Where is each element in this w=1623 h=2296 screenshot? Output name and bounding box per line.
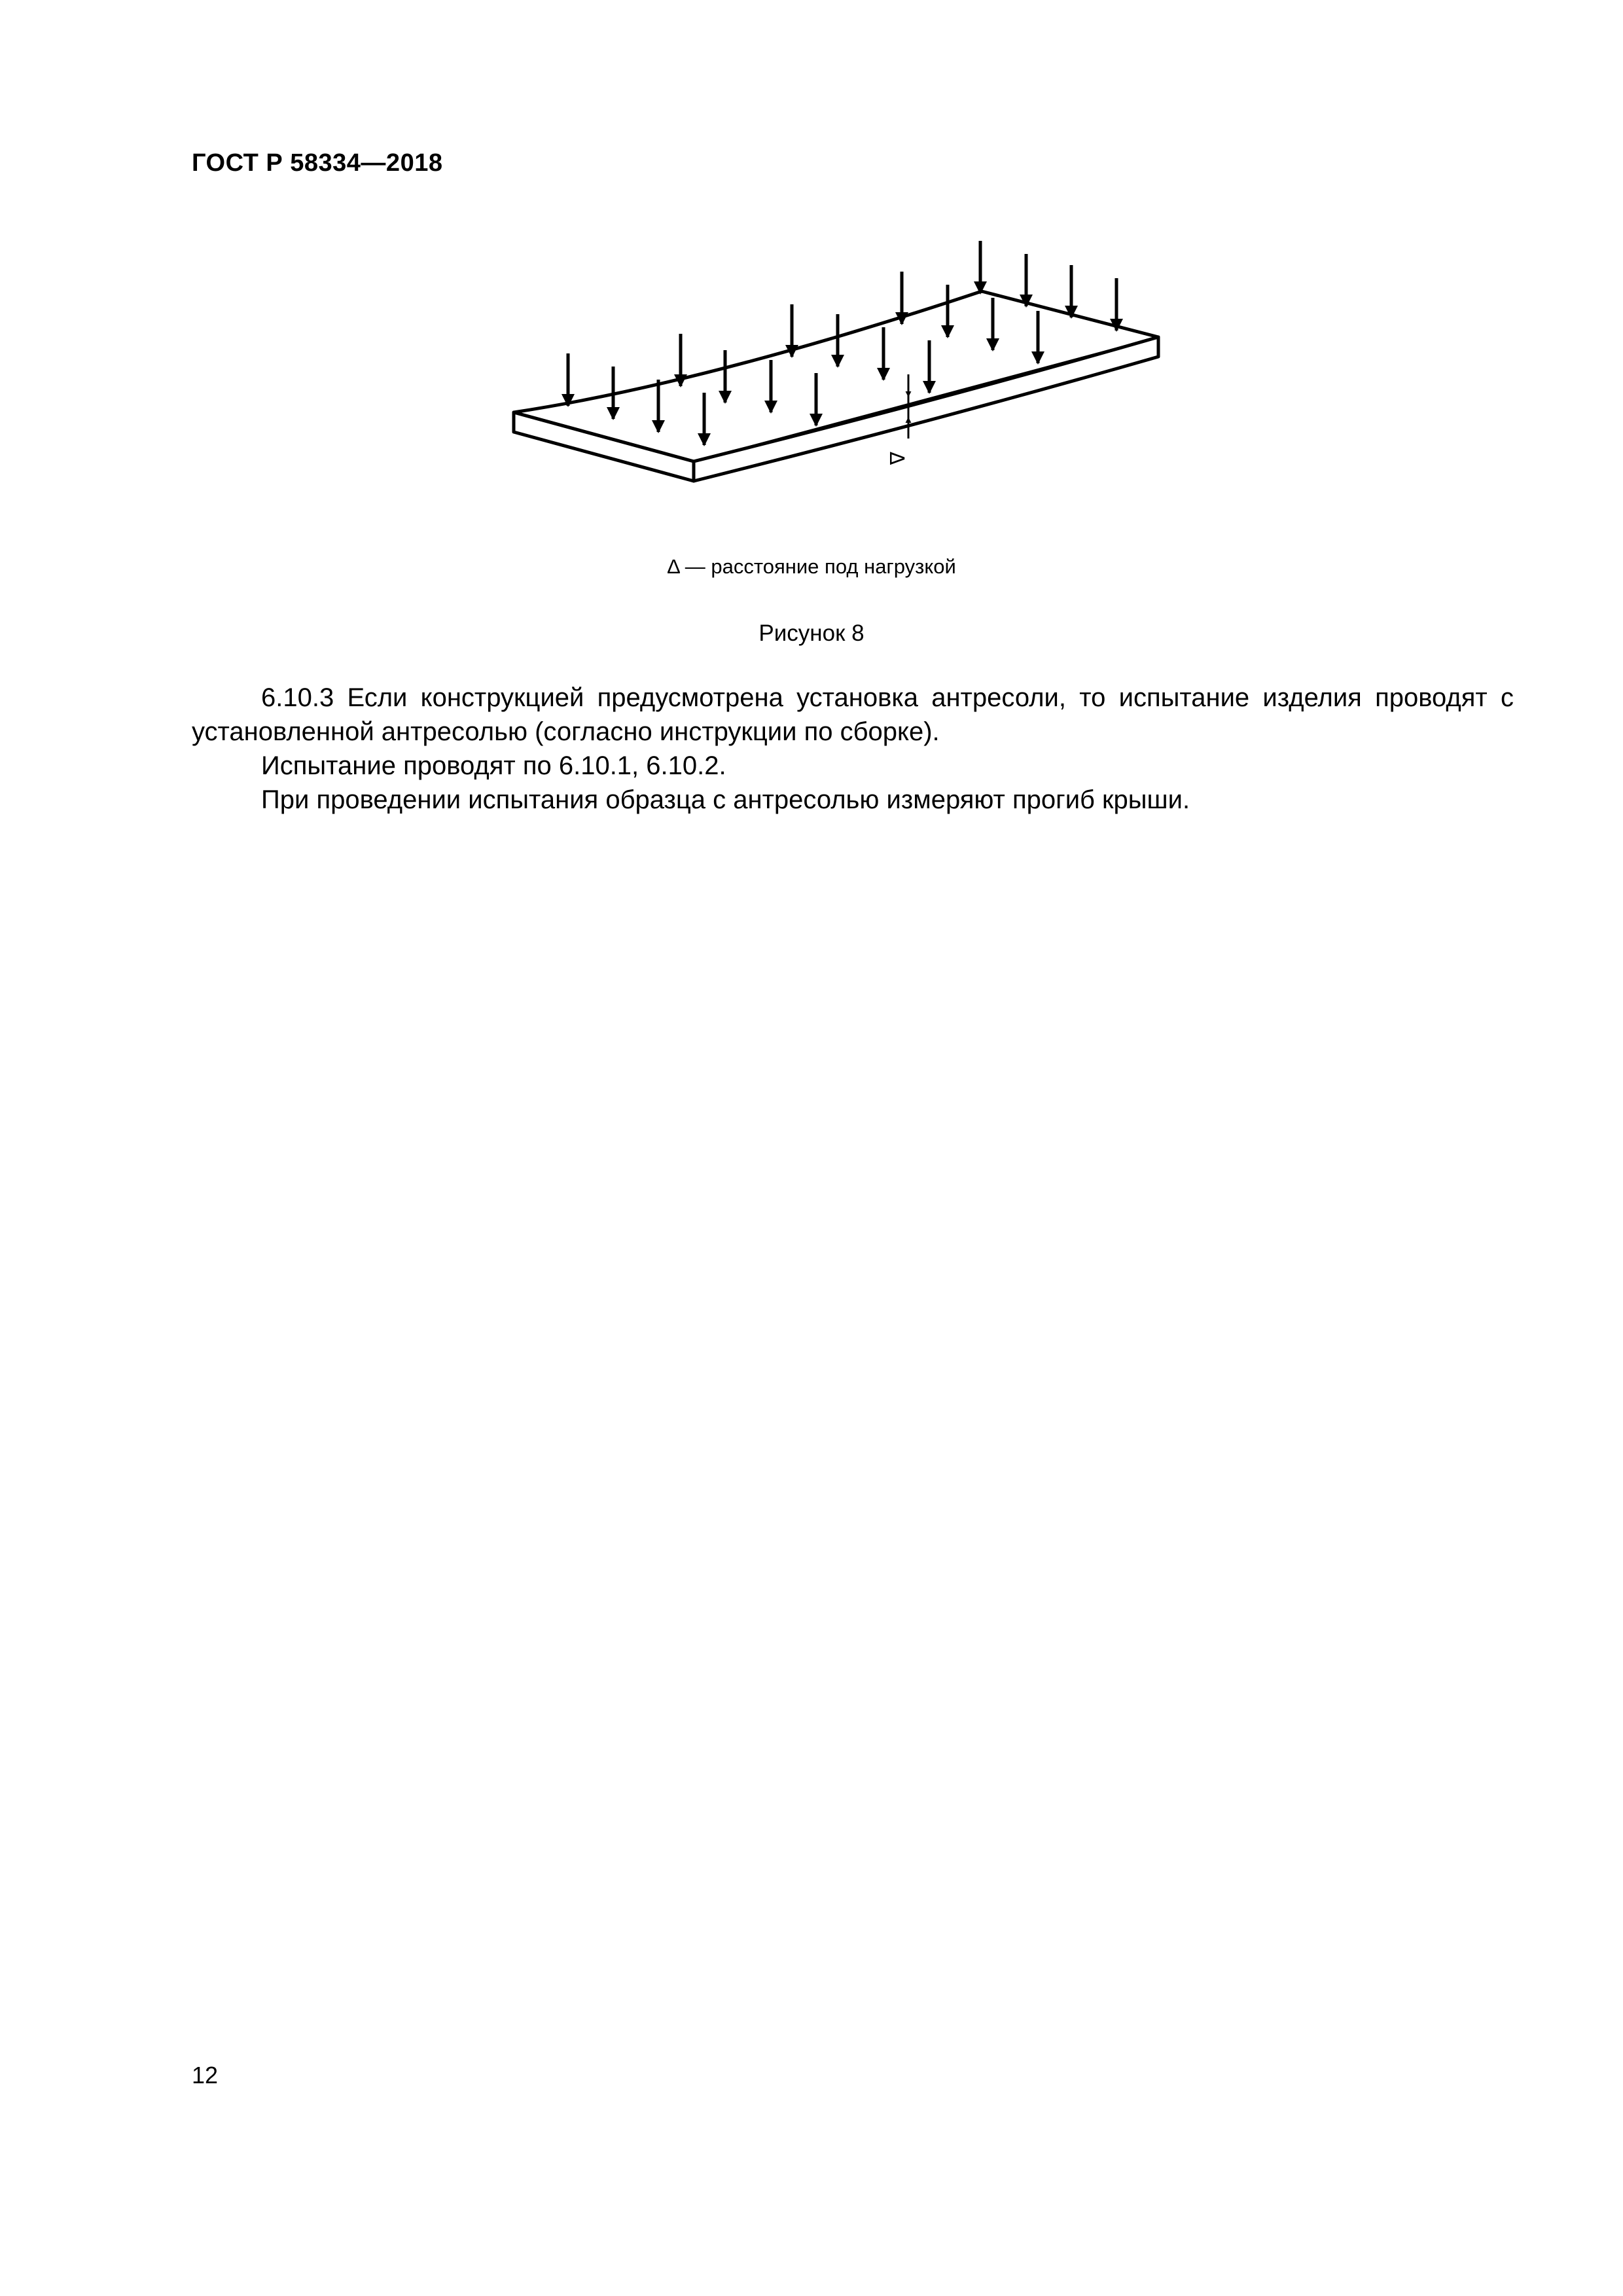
body-text (192, 681, 1514, 817)
paragraph: 6.10.3 Если конструкцией предусмотрена установка антресоли, то испытание изделия проводят с установленной антресолью (согласно инструкции по сборке). (192, 683, 1514, 746)
delta-label: Δ (885, 452, 908, 465)
paragraph: При проведении испытания образца с антресолью измеряют прогиб крыши. (261, 785, 1190, 814)
page-number: 12 (192, 2062, 219, 2089)
paragraph: Испытание проводят по 6.10.1, 6.10.2. (261, 751, 726, 780)
figure-caption: Рисунок 8 (758, 620, 865, 646)
deflection-diagram (497, 229, 1191, 497)
document-header: ГОСТ Р 58334—2018 (192, 149, 443, 177)
figure-legend: Δ — расстояние под нагрузкой (667, 555, 956, 578)
